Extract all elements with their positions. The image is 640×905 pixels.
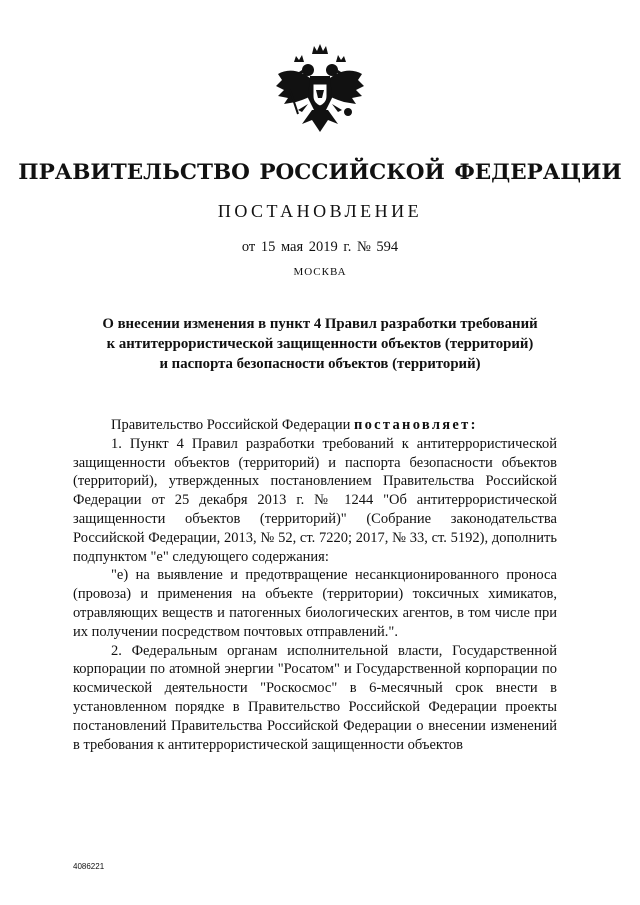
footer-document-code: 4086221 — [73, 862, 105, 871]
document-date-number: от 15 мая 2019 г. № 594 — [241, 239, 399, 255]
body-paragraph-3: 2. Федеральным органам исполнительной власти, Государственной корпорации по атомной энергии "Росатом" и Государственной корпорации по космической деятельности "Роскосмос" в 6-месячный срок внести в установленном порядке в Правительство Российской Федерации проекты постановлений Правительства Российской Федерации о внесении изменений в требования к антитеррористической защищенности объектов — [73, 642, 557, 753]
document-city: МОСКВА — [293, 266, 347, 278]
subject-line-1: О внесении изменения в пункт 4 Правил разработки требований — [102, 316, 538, 332]
document-type: ПОСТАНОВЛЕНИЕ — [217, 201, 423, 221]
body-paragraph-1: 1. Пункт 4 Правил разработки требований к антитеррористической защищенности объектов (территорий) и паспорта безопасности объектов (территорий), утвержденных постановлением Правительства Российской Федерации от 25 декабря 2013 г. № 1244 "Об антитеррористической защищенности объектов (территорий)" (Собрание законодательства Российской Федерации, 2013, № 52, ст. 7220; 2017, № 33, ст. 5192), дополнить подпунктом "е" следующего содержания: — [73, 435, 557, 565]
body-paragraph-2: "е) на выявление и предотвращение несанкционированного проноса (провоза) и применения на объекте (территории) токсичных химикатов, отравляющих веществ и патогенных биологических агентов, в том числе при их получении посредством почтовых отправлений.". — [73, 567, 557, 640]
coat-of-arms-emblem — [272, 40, 368, 144]
intro-resolves: постановляет: — [353, 417, 478, 433]
subject-line-2: к антитеррористической защищенности объектов (территорий) — [106, 336, 534, 352]
document-body — [73, 416, 557, 754]
government-title: ПРАВИТЕЛЬСТВО РОССИЙСКОЙ ФЕДЕРАЦИИ — [18, 160, 622, 185]
russian-coat-of-arms-icon — [272, 40, 368, 144]
intro-prefix: Правительство Российской Федерации — [111, 417, 351, 433]
body-intro — [73, 416, 557, 435]
subject-line-3: и паспорта безопасности объектов (территорий) — [159, 356, 481, 372]
document-subject — [80, 314, 560, 374]
